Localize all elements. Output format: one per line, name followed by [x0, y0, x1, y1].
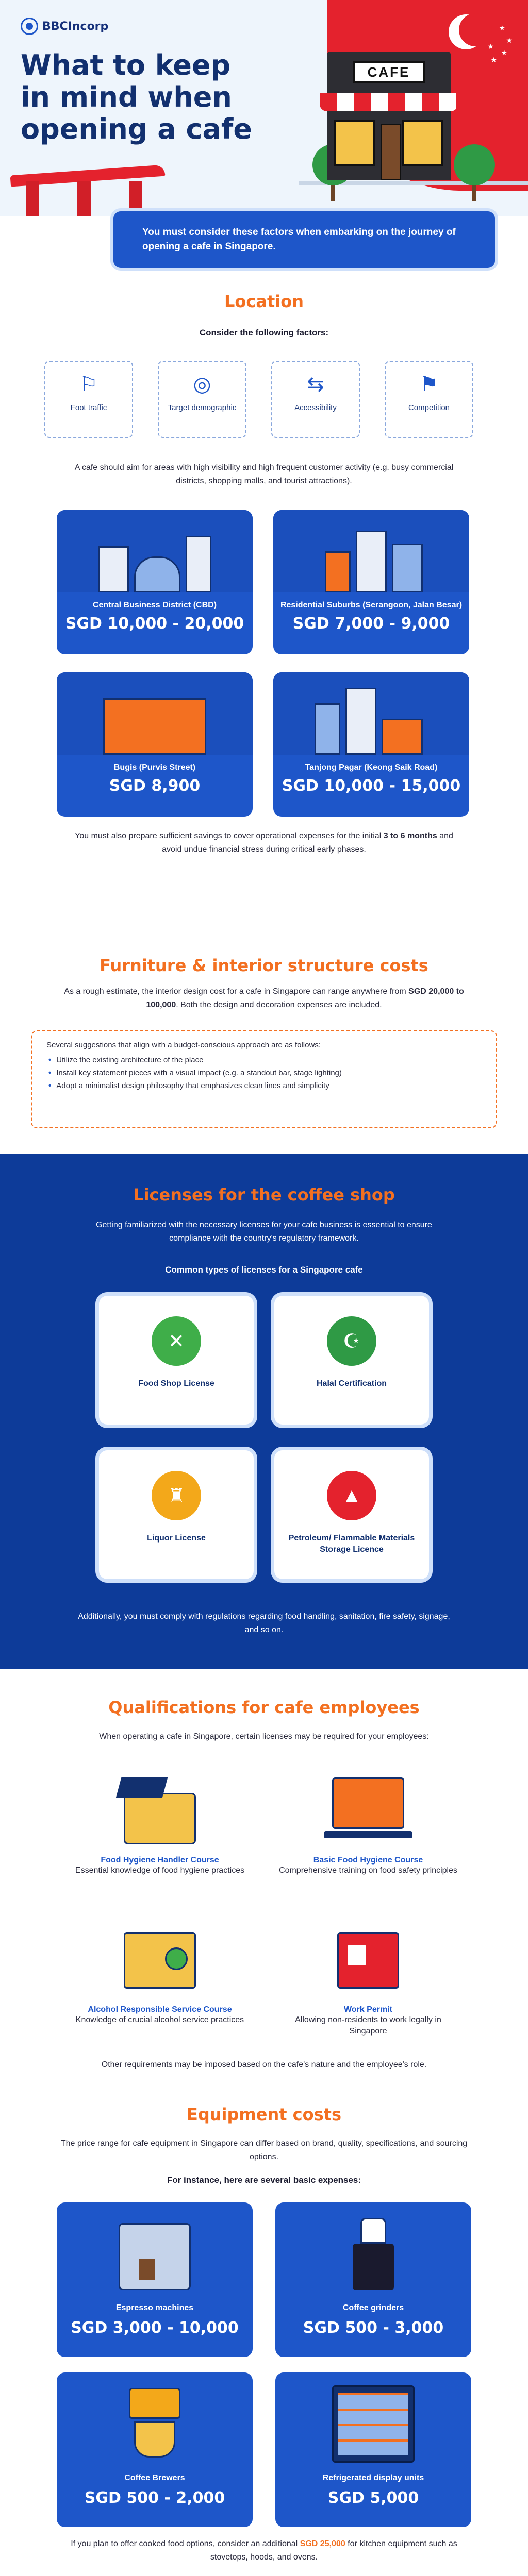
star-icon: ★	[506, 36, 513, 44]
area-price: SGD 10,000 - 15,000	[282, 777, 461, 795]
cafe-sign: CAFE	[353, 61, 425, 83]
location-description: A cafe should aim for areas with high visibility and high frequent customer activity (e.g. busy commercial districts, shopping malls, and tourist attractions).	[74, 463, 454, 485]
tips-intro: Several suggestions that align with a budget-conscious approach are as follows:	[46, 1041, 321, 1049]
licenses-subhead: Common types of licenses for a Singapore cafe	[165, 1265, 363, 1275]
brand-name: BBCIncorp	[42, 20, 109, 33]
display-fridge-icon	[275, 2372, 471, 2470]
awning	[320, 93, 458, 111]
area-card-tanjong-pagar	[273, 672, 469, 817]
equipment-subhead: For instance, here are several basic expenses:	[167, 2175, 361, 2185]
qualifications-description: When operating a cafe in Singapore, certain licenses may be required for your employees:	[99, 1732, 429, 1741]
certificate-icon	[108, 1917, 211, 1999]
qualifications-note: Other requirements may be imposed based on the cafe's nature and the employee's role.	[101, 2060, 427, 2069]
work-permit-icon	[317, 1917, 420, 1999]
area-card-bugis	[57, 672, 253, 817]
list-item: • Install key statement pieces with a visual impact (e.g. a standout bar, stage lighting)	[48, 1069, 482, 1077]
footprints-icon: ⚐	[79, 373, 98, 396]
laptop-course-icon	[317, 1767, 420, 1850]
budget-tips-box	[31, 1030, 497, 1128]
tree-icon	[454, 144, 495, 185]
factor-accessibility: ⇆ Accessibility	[271, 361, 360, 438]
hero	[0, 0, 528, 216]
marina-bay-sands-illustration	[0, 170, 175, 216]
flammable-icon: ▲	[327, 1471, 376, 1520]
equipment-card-grinder: Coffee grinders SGD 500 - 3,000	[275, 2202, 471, 2357]
logo-icon	[21, 18, 38, 35]
equipment-card-refrigerator: Refrigerated display units SGD 5,000	[275, 2372, 471, 2527]
list-item: • Utilize the existing architecture of the place	[48, 1056, 482, 1064]
area-price: SGD 7,000 - 9,000	[292, 615, 450, 633]
espresso-machine-icon	[57, 2202, 253, 2300]
license-liquor: ♜ Liquor License	[99, 1450, 254, 1579]
factor-target-demographic: ◎ Target demographic	[158, 361, 246, 438]
equipment-description: The price range for cafe equipment in Singapore can differ based on brand, quality, specifications, and sourcing options.	[60, 2139, 468, 2161]
factor-foot-traffic: ⚐ Foot traffic	[44, 361, 133, 438]
qualification-food-hygiene-handler: Food Hygiene Handler Course Essential knowledge of food hygiene practices	[67, 1767, 253, 1876]
equipment-card-espresso: Espresso machines SGD 3,000 - 10,000	[57, 2202, 253, 2357]
qualifications-title: Qualifications for cafe employees	[108, 1698, 420, 1717]
cbd-skyline-illustration	[57, 510, 253, 592]
licenses-section	[0, 1154, 528, 1669]
factor-competition: ⚑ Competition	[385, 361, 473, 438]
qualification-alcohol-service: Alcohol Responsible Service Course Knowledge of crucial alcohol service practices	[67, 1917, 253, 2026]
star-icon: ★	[499, 24, 505, 32]
brand-logo[interactable]	[21, 18, 108, 35]
licenses-description: Getting familiarized with the necessary licenses for your cafe business is essential to ensure compliance with the country's regulatory framework.	[96, 1221, 432, 1243]
equipment-card-brewer: Coffee Brewers SGD 500 - 2,000	[57, 2372, 253, 2527]
transport-icon: ⇆	[307, 373, 324, 396]
suburbs-illustration	[273, 510, 469, 592]
area-name: Tanjong Pagar (Keong Saik Road)	[305, 763, 438, 772]
tanjong-pagar-illustration	[273, 672, 469, 755]
area-price: SGD 8,900	[109, 777, 201, 795]
coffee-grinder-icon	[275, 2202, 471, 2300]
qualification-work-permit: Work Permit Allowing non-residents to work legally in Singapore	[275, 1917, 461, 2037]
furniture-description: As a rough estimate, the interior design cost for a cafe in Singapore can range anywhere from SGD 20,000 to 100,000. Both the design and decoration expenses are included.	[64, 987, 464, 1009]
area-name: Central Business District (CBD)	[92, 601, 217, 609]
equipment-title: Equipment costs	[186, 2105, 342, 2124]
halal-icon: ☪	[327, 1316, 376, 1366]
star-icon: ★	[490, 56, 497, 64]
license-halal: ☪ Halal Certification	[274, 1296, 429, 1425]
license-food-shop: ✕ Food Shop License	[99, 1296, 254, 1425]
liquor-icon: ♜	[152, 1471, 201, 1520]
area-card-suburbs	[273, 510, 469, 654]
savings-note: You must also prepare sufficient savings to cover operational expenses for the initial 3 to 6 months and avoid undue financial stress during critical early phases.	[75, 832, 453, 854]
cafe-building-illustration	[327, 52, 451, 180]
list-item: • Adopt a minimalist design philosophy that emphasizes clean lines and simplicity	[48, 1081, 482, 1090]
licenses-note: Additionally, you must comply with regulations regarding food handling, sanitation, fire safety, signage, and so on.	[78, 1612, 450, 1634]
star-icon: ★	[501, 48, 507, 57]
area-card-cbd	[57, 510, 253, 654]
location-title: Location	[224, 292, 304, 311]
tips-list	[46, 1056, 482, 1090]
bugis-shophouse-illustration	[57, 672, 253, 755]
intro-callout: You must consider these factors when embarking on the journey of opening a cafe in Singapore.	[113, 211, 495, 268]
licenses-title: Licenses for the coffee shop	[133, 1185, 395, 1205]
page-title: What to keep in mind when opening a cafe	[21, 49, 253, 145]
furniture-title: Furniture & interior structure costs	[100, 956, 428, 975]
area-price: SGD 10,000 - 20,000	[65, 615, 244, 633]
area-name: Residential Suburbs (Serangoon, Jalan Besar)	[280, 601, 463, 609]
coffee-brewer-icon	[57, 2372, 253, 2470]
food-shop-icon: ✕	[152, 1316, 201, 1366]
license-flammable-storage: ▲ Petroleum/ Flammable Materials Storage Licence	[274, 1450, 429, 1579]
equipment-note: If you plan to offer cooked food options, consider an additional SGD 25,000 for kitchen equipment such as stovetops, hoods, and ovens.	[71, 2539, 457, 2562]
competition-icon: ⚑	[420, 373, 438, 396]
target-audience-icon: ◎	[193, 373, 211, 396]
star-icon: ★	[487, 42, 494, 50]
qualification-basic-food-hygiene: Basic Food Hygiene Course Comprehensive training on food safety principles	[275, 1767, 461, 1876]
area-name: Bugis (Purvis Street)	[113, 763, 196, 772]
location-subhead: Consider the following factors:	[199, 328, 329, 337]
graduation-cap-icon	[108, 1767, 211, 1850]
